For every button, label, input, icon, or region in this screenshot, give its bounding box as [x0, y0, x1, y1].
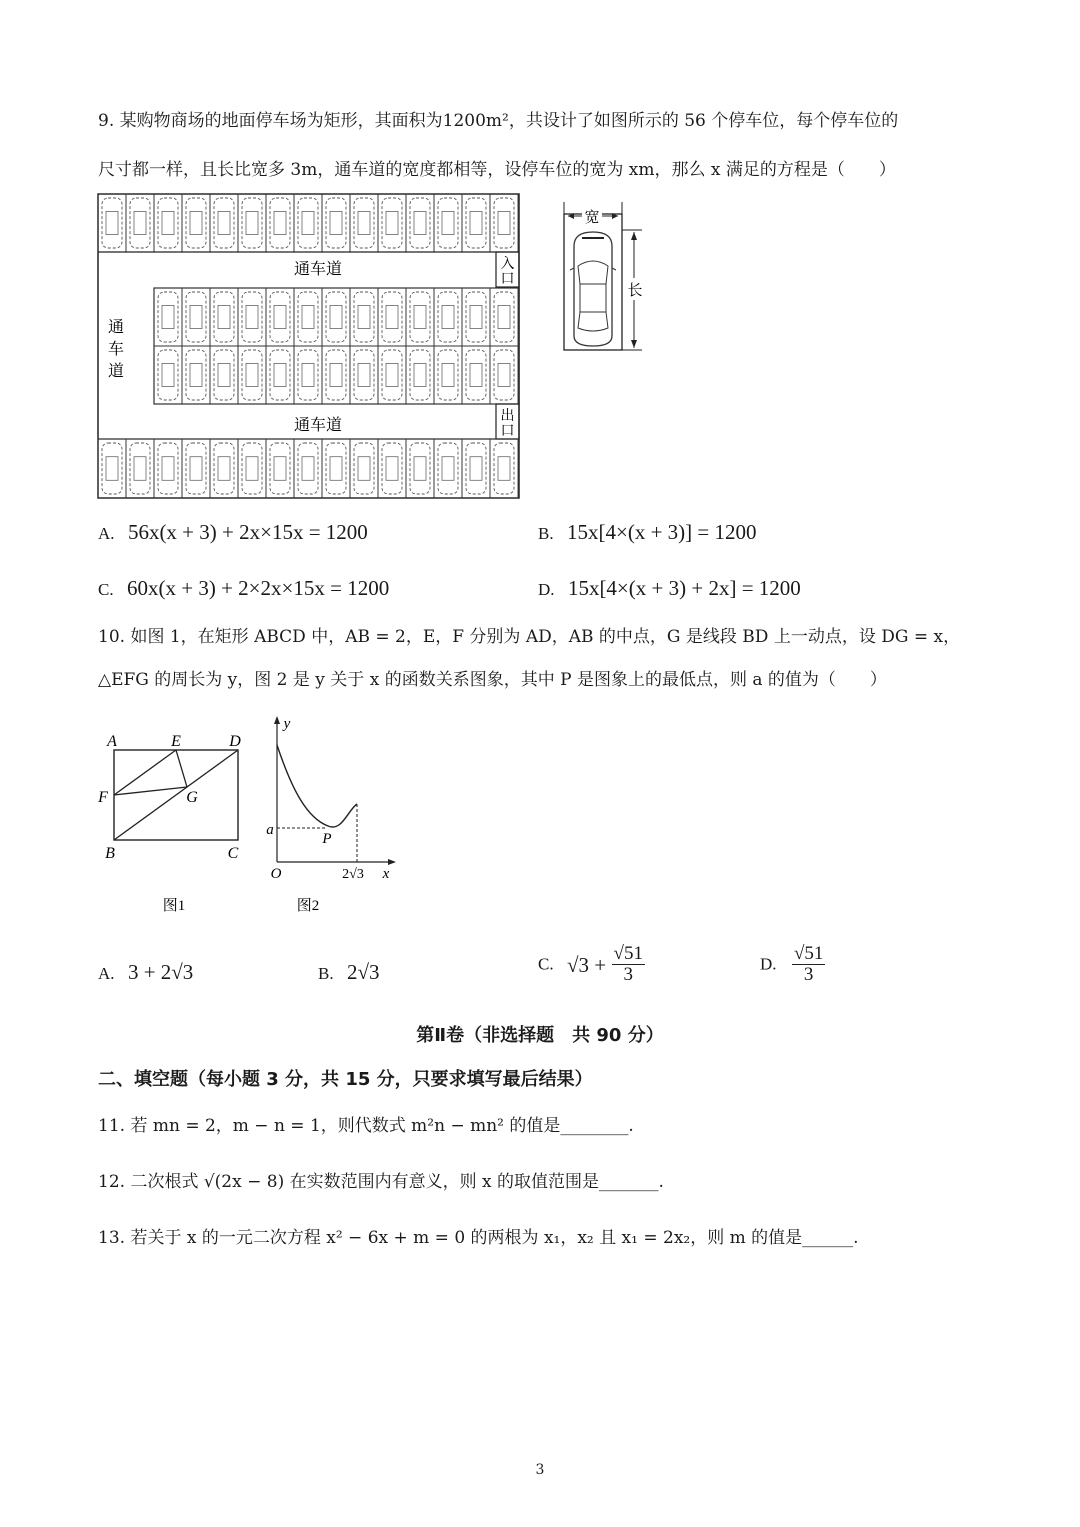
car-width-label: 宽: [584, 210, 600, 226]
car-icon: [270, 198, 290, 248]
q10-option-d-denominator: 3: [803, 964, 814, 985]
car-roof-icon: [330, 211, 342, 234]
q10-option-a[interactable]: [98, 960, 193, 986]
q12-text: 12. 二次根式 √(2x − 8) 在实数范围内有意义，则 x 的取值范围是_______.: [98, 1172, 664, 1192]
car-roof-icon: [442, 457, 454, 481]
car-icon: [410, 443, 430, 494]
car-roof-icon: [134, 211, 146, 234]
axis-x-label: x: [382, 866, 390, 882]
car-icon: [494, 292, 514, 342]
car-icon: [158, 198, 178, 248]
q10-option-c-label: C.: [538, 954, 554, 974]
q9-option-a-label: A.: [98, 524, 115, 543]
car-roof-icon: [218, 305, 230, 328]
car-roof-icon: [218, 363, 230, 386]
car-roof-icon: [162, 305, 174, 328]
q9-option-d-label: D.: [538, 580, 555, 599]
car-icon: [242, 443, 262, 494]
road-left-2: 车: [107, 341, 125, 358]
car-icon: [438, 350, 458, 400]
p-label: P: [322, 831, 332, 847]
car-roof-icon: [162, 457, 174, 481]
entrance-label-2: 口: [500, 272, 515, 287]
car-roof-icon: [162, 363, 174, 386]
car-icon: [158, 292, 178, 342]
car-icon: [326, 350, 346, 400]
car-roof-icon: [302, 457, 314, 481]
car-roof-icon: [246, 457, 258, 481]
car-icon: [382, 198, 402, 248]
point-b: B: [105, 845, 115, 862]
q10-line2: △EFG 的周长为 y，图 2 是 y 关于 x 的函数关系图象，其中 P 是图象上的最低点，则 a 的值为（ ）: [98, 670, 887, 690]
car-roof-icon: [330, 363, 342, 386]
car-icon: [382, 443, 402, 494]
car-roof-icon: [274, 211, 286, 234]
road-bottom-label: 通车道: [293, 417, 343, 434]
car-roof-icon: [274, 305, 286, 328]
car-roof-icon: [218, 457, 230, 481]
q10-figure-2: [262, 710, 402, 921]
q10-option-d-label: D.: [760, 954, 777, 974]
car-roof-icon: [274, 363, 286, 386]
q10-option-c-numerator: √51: [613, 943, 643, 964]
q9-option-a-text: 56x(x + 3) + 2x×15x = 1200: [127, 520, 368, 544]
car-roof-icon: [190, 363, 202, 386]
car-icon: [270, 350, 290, 400]
section-title: 第Ⅱ卷（非选择题 共 90 分）: [416, 1025, 664, 1046]
car-roof-icon: [358, 305, 370, 328]
q10-figure-1: [94, 726, 254, 921]
car-icon: [326, 443, 346, 494]
car-icon: [186, 443, 206, 494]
entrance-label-1: 入: [500, 257, 515, 272]
car-roof-icon: [274, 457, 286, 481]
car-roof-icon: [498, 305, 510, 328]
car-roof-icon: [414, 211, 426, 234]
point-a: A: [107, 733, 117, 750]
car-icon: [214, 350, 234, 400]
car-icon: [242, 292, 262, 342]
car-roof-icon: [330, 305, 342, 328]
car-roof-icon: [302, 211, 314, 234]
car-icon: [494, 198, 514, 248]
car-roof-icon: [358, 211, 370, 234]
q9-option-b[interactable]: [538, 520, 757, 546]
car-roof-icon: [470, 211, 482, 234]
car-icon: [494, 350, 514, 400]
parking-lot-figure: [96, 192, 522, 502]
car-icon: [158, 350, 178, 400]
car-icon: [242, 198, 262, 248]
q9-option-c-text: 60x(x + 3) + 2×2x×15x = 1200: [127, 576, 390, 600]
car-icon: [354, 443, 374, 494]
car-icon: [438, 198, 458, 248]
q10-option-c-denominator: 3: [623, 964, 633, 985]
part-two-heading: 二、填空题（每小题 3 分，共 15 分，只要求填写最后结果）: [98, 1069, 593, 1090]
car-icon: [438, 443, 458, 494]
car-roof-icon: [190, 305, 202, 328]
q10-option-a-text: 3 + 2√3: [127, 960, 194, 984]
q10-line1: 10. 如图 1，在矩形 ABCD 中，AB = 2，E，F 分别为 AD，AB 的中点，G 是线段 BD 上一动点，设 DG = x，: [98, 627, 961, 647]
car-roof-icon: [386, 305, 398, 328]
car-roof-icon: [358, 457, 370, 481]
axis-y-label: y: [283, 716, 291, 732]
car-roof-icon: [106, 457, 118, 481]
exit-label-2: 口: [500, 424, 515, 439]
car-roof-icon: [498, 457, 510, 481]
car-roof-icon: [330, 457, 342, 481]
car-roof-icon: [302, 305, 314, 328]
car-icon: [214, 198, 234, 248]
car-roof-icon: [218, 211, 230, 234]
car-roof-icon: [470, 457, 482, 481]
car-roof-icon: [162, 211, 174, 234]
car-roof-icon: [442, 211, 454, 234]
car-icon: [102, 198, 122, 248]
car-length-label: 长: [627, 283, 643, 299]
car-icon: [298, 443, 318, 494]
car-icon: [494, 443, 514, 494]
road-top-label: 通车道: [293, 261, 343, 278]
car-icon: [410, 198, 430, 248]
figure-2-caption: 图2: [296, 898, 320, 914]
q9-line1: 9. 某购物商场的地面停车场为矩形，其面积为1200m²，共设计了如图所示的 56 个停车位，每个停车位的: [98, 111, 899, 131]
car-roof-icon: [414, 457, 426, 481]
car-icon: [354, 292, 374, 342]
car-roof-icon: [302, 363, 314, 386]
q10-option-a-label: A.: [98, 964, 115, 983]
car-icon: [270, 443, 290, 494]
q9-option-c-label: C.: [98, 580, 114, 599]
car-roof-icon: [442, 305, 454, 328]
car-icon: [382, 350, 402, 400]
car-icon: [410, 292, 430, 342]
car-stall-detail-figure: [560, 200, 660, 360]
car-icon: [298, 198, 318, 248]
car-icon: [354, 198, 374, 248]
car-icon: [438, 292, 458, 342]
figure-1-caption: 图1: [162, 898, 186, 914]
car-roof-icon: [246, 211, 258, 234]
car-icon: [270, 292, 290, 342]
q10-option-d-numerator: √51: [793, 943, 824, 964]
q9-option-a[interactable]: [98, 520, 368, 546]
a-label: a: [266, 822, 274, 838]
q10-option-c-fraction: [612, 944, 645, 985]
q10-option-d[interactable]: [760, 944, 825, 985]
top-row-stalls: [98, 194, 518, 252]
q9-line2: 尺寸都一样，且长比宽多 3m，通车道的宽度都相等，设停车位的宽为 xm，那么 x 满足的方程是（ ）: [98, 160, 896, 180]
car-icon: [326, 292, 346, 342]
car-roof-icon: [386, 457, 398, 481]
car-icon: [214, 443, 234, 494]
car-icon: [186, 292, 206, 342]
car-roof-icon: [246, 363, 258, 386]
car-roof-icon: [134, 457, 146, 481]
q10-option-b[interactable]: [318, 960, 380, 986]
car-icon: [466, 350, 486, 400]
car-icon: [410, 350, 430, 400]
car-icon: [102, 443, 122, 494]
car-roof-icon: [386, 211, 398, 234]
q9-option-d-text: 15x[4×(x + 3) + 2x] = 1200: [567, 576, 801, 600]
car-icon: [242, 350, 262, 400]
car-icon: [466, 292, 486, 342]
car-roof-icon: [414, 305, 426, 328]
q10-option-c[interactable]: [538, 944, 645, 985]
q9-option-b-label: B.: [538, 524, 554, 543]
q10-option-d-fraction: [792, 944, 825, 985]
point-g: G: [186, 789, 198, 806]
point-d: D: [229, 733, 241, 750]
road-left-1: 通: [107, 319, 125, 336]
car-icon: [382, 292, 402, 342]
q10-option-c-pre: √3 +: [567, 952, 607, 977]
car-icon: [130, 198, 150, 248]
car-icon: [354, 350, 374, 400]
point-f: F: [98, 789, 108, 806]
page-number: 3: [535, 1462, 545, 1478]
car-icon: [466, 198, 486, 248]
car-roof-icon: [190, 457, 202, 481]
car-icon: [186, 198, 206, 248]
car-roof-icon: [414, 363, 426, 386]
car-roof-icon: [498, 211, 510, 234]
q11-text: 11. 若 mn = 2，m − n = 1，则代数式 m²n − mn² 的值是________.: [98, 1116, 634, 1136]
car-roof-icon: [442, 363, 454, 386]
exit-label-1: 出: [500, 409, 515, 424]
car-roof-icon: [498, 363, 510, 386]
car-roof-icon: [246, 305, 258, 328]
car-icon: [158, 443, 178, 494]
q9-option-c[interactable]: [98, 576, 389, 602]
q10-option-b-text: 2√3: [347, 960, 380, 984]
car-icon: [214, 292, 234, 342]
road-left-3: 道: [107, 363, 125, 380]
point-c: C: [227, 845, 239, 862]
car-icon: [298, 350, 318, 400]
car-icon: [466, 443, 486, 494]
car-roof-icon: [470, 363, 482, 386]
car-icon: [298, 292, 318, 342]
origin-label: O: [270, 866, 282, 882]
car-icon: [130, 443, 150, 494]
q9-option-d[interactable]: [538, 576, 801, 602]
x-max-label: 2√3: [342, 867, 364, 882]
q9-option-b-text: 15x[4×(x + 3)] = 1200: [567, 520, 757, 544]
car-roof-icon: [386, 363, 398, 386]
car-roof-icon: [470, 305, 482, 328]
car-roof-icon: [106, 211, 118, 234]
car-icon: [186, 350, 206, 400]
car-icon: [326, 198, 346, 248]
q10-option-b-label: B.: [318, 964, 334, 983]
car-roof-icon: [358, 363, 370, 386]
car-roof-icon: [190, 211, 202, 234]
q13-text: 13. 若关于 x 的一元二次方程 x² − 6x + m = 0 的两根为 x₁，x₂ 且 x₁ = 2x₂，则 m 的值是______.: [98, 1228, 859, 1248]
point-e: E: [171, 733, 181, 750]
